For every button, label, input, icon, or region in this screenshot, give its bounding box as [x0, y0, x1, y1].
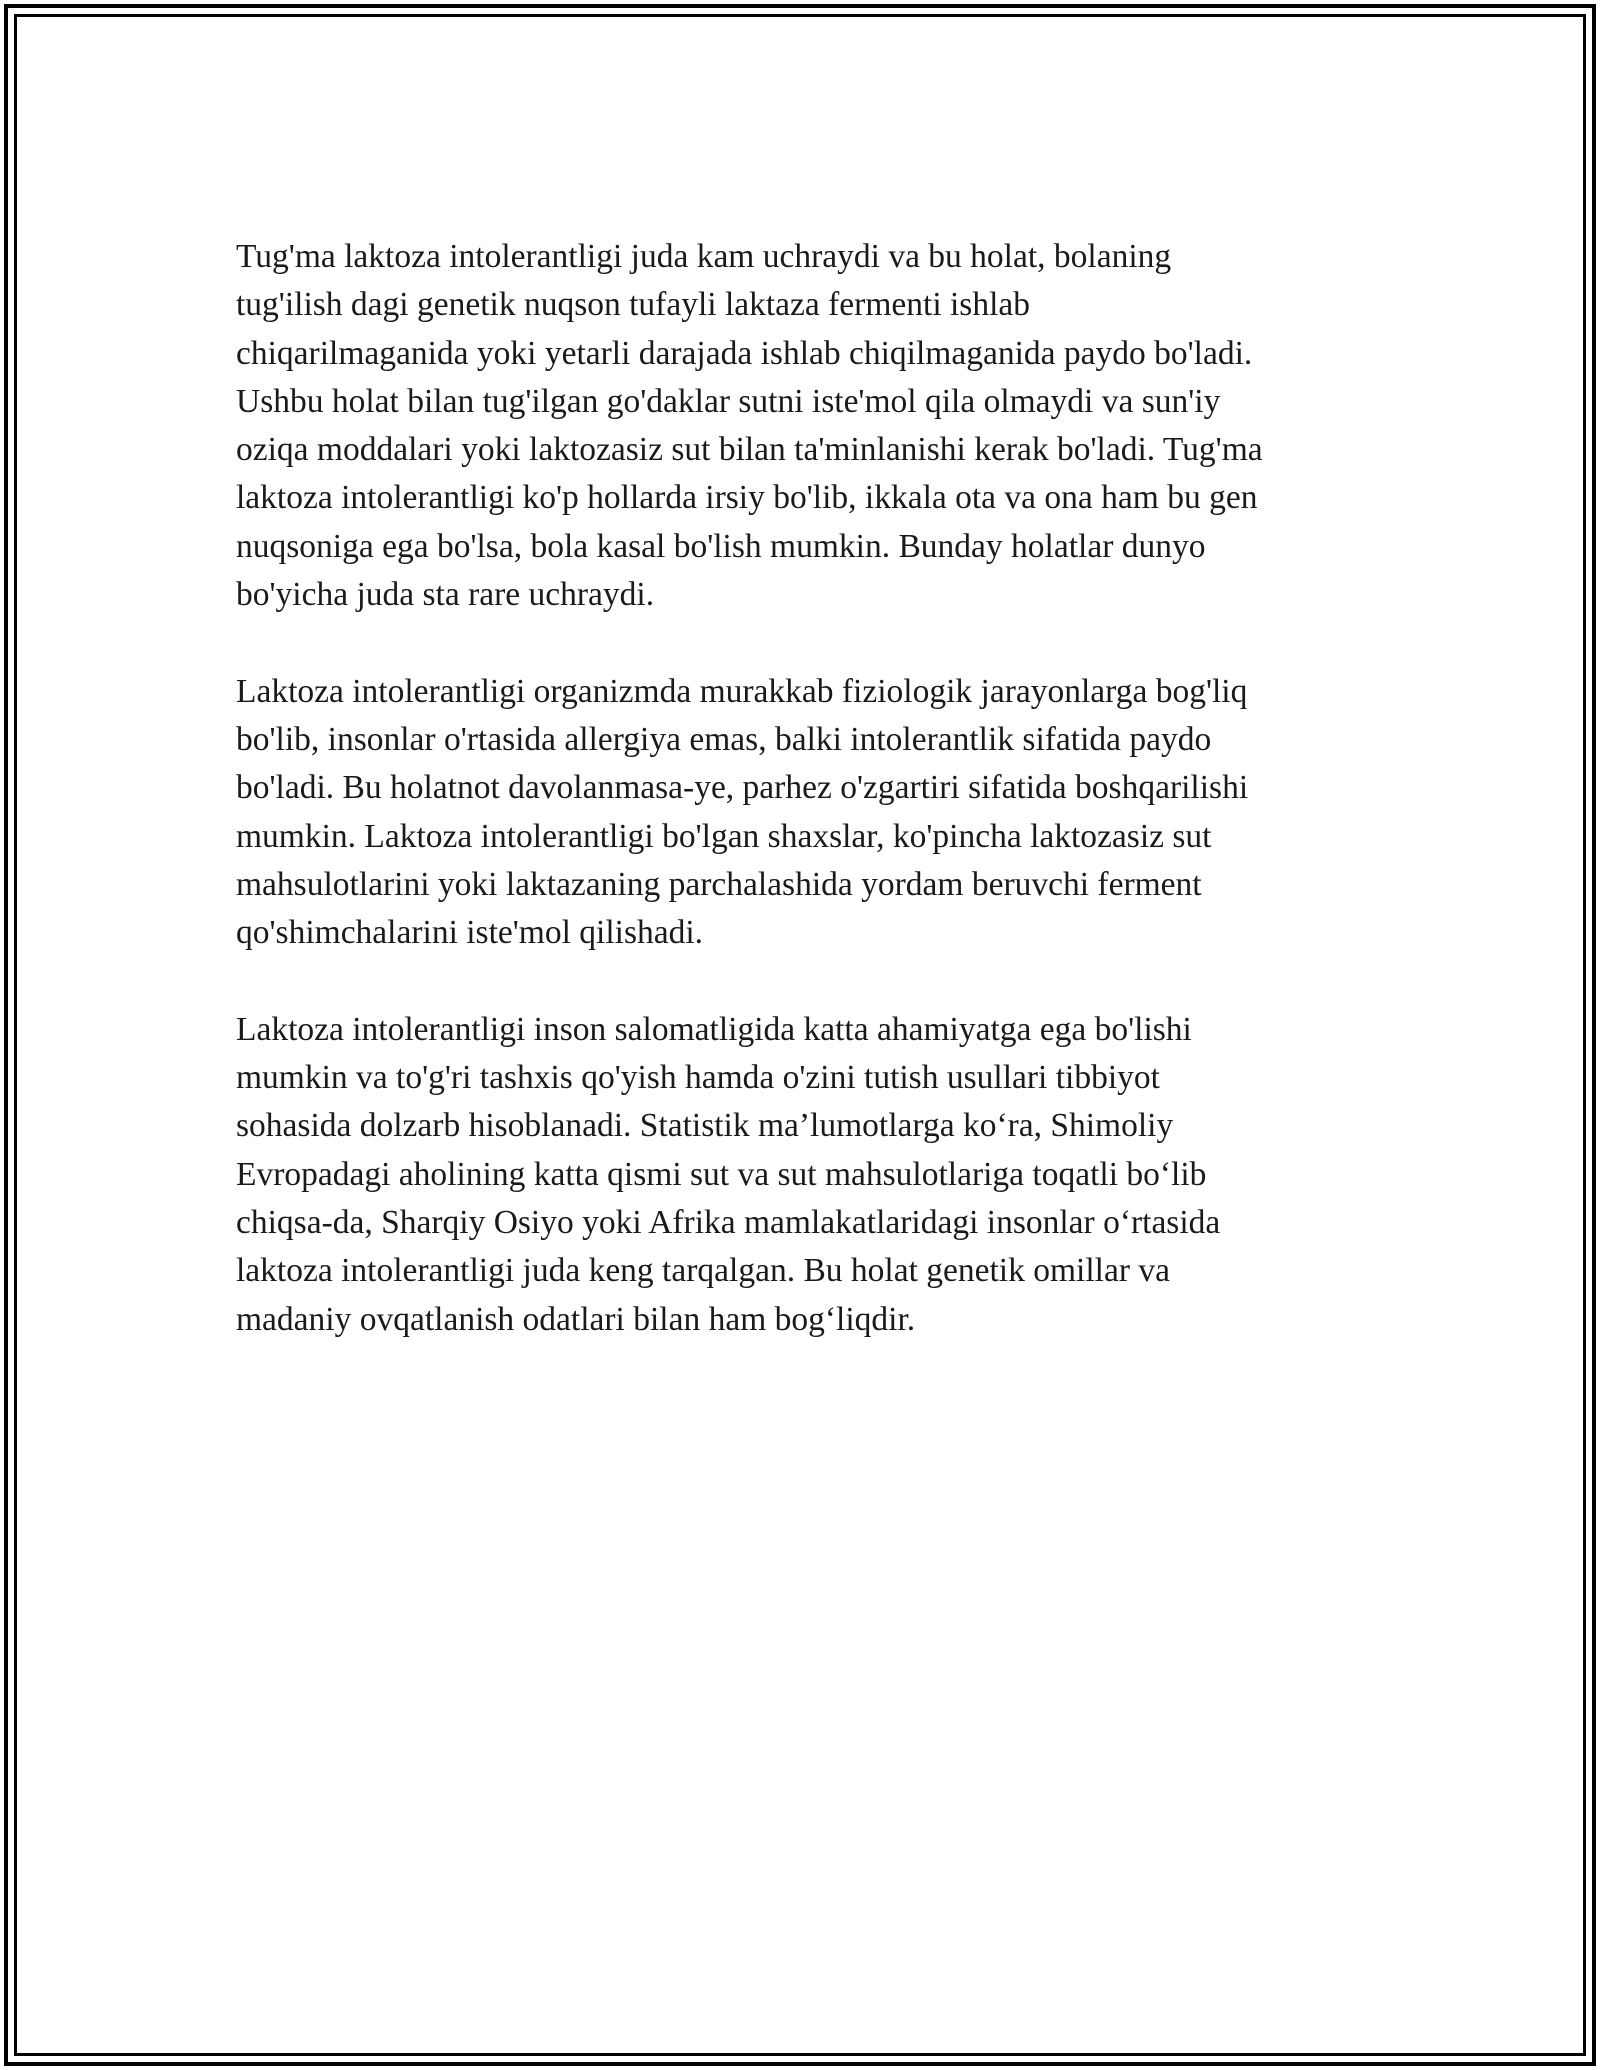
text-line: bo'yicha juda sta rare uchraydi.	[236, 576, 655, 614]
paragraph-2	[236, 668, 1381, 958]
text-line: mahsulotlarini yoki laktazaning parchalashida yordam beruvchi ferment	[236, 865, 1202, 903]
text-line: mumkin. Laktoza intolerantligi bo'lgan shaxslar, ko'pincha laktozasiz sut	[236, 817, 1212, 855]
text-line: bo'lib, insonlar o'rtasida allergiya emas, balki intolerantlik sifatida paydo	[236, 720, 1212, 758]
text-line: Evropadagi aholining katta qismi sut va sut mahsulotlariga toqatli bo‘lib	[236, 1155, 1207, 1193]
text-line: laktoza intolerantligi juda keng tarqalgan. Bu holat genetik omillar va	[236, 1252, 1170, 1290]
text-line: qo'shimchalarini iste'mol qilishadi.	[236, 914, 704, 952]
paragraph-1	[236, 233, 1381, 619]
text-line: nuqsoniga ega bo'lsa, bola kasal bo'lish mumkin. Bunday holatlar dunyo	[236, 527, 1206, 565]
text-line: mumkin va to'g'ri tashxis qo'yish hamda o'zini tutish usullari tibbiyot	[236, 1059, 1160, 1097]
text-line: Ushbu holat bilan tug'ilgan go'daklar sutni iste'mol qila olmaydi va sun'iy	[236, 382, 1221, 420]
text-line: laktoza intolerantligi ko'p hollarda irsiy bo'lib, ikkala ota va ona ham bu gen	[236, 479, 1258, 517]
text-line: chiqsa-da, Sharqiy Osiyo yoki Afrika mamlakatlaridagi insonlar o‘rtasida	[236, 1203, 1221, 1241]
text-line: bo'ladi. Bu holatnot davolanmasa-ye, parhez o'zgartiri sifatida boshqarilishi	[236, 769, 1249, 807]
text-line: madaniy ovqatlanish odatlari bilan ham bog‘liqdir.	[236, 1300, 916, 1338]
text-line: Tug'ma laktoza intolerantligi juda kam uchraydi va bu holat, bolaning	[236, 238, 1172, 275]
text-line: Laktoza intolerantligi organizmda murakkab fiziologik jarayonlarga bog'liq	[236, 672, 1248, 710]
text-line: chiqarilmaganida yoki yetarli darajada ishlab chiqilmaganida paydo bo'ladi.	[236, 334, 1253, 372]
text-line: Laktoza intolerantligi inson salomatligida katta ahamiyatga ega bo'lishi	[236, 1010, 1192, 1048]
paragraph-3	[236, 1006, 1381, 1344]
text-line: oziqa moddalari yoki laktozasiz sut bilan ta'minlanishi kerak bo'ladi. Tug'ma	[236, 431, 1263, 469]
document-body	[236, 233, 1381, 1392]
text-line: sohasida dolzarb hisoblanadi. Statistik ma’lumotlarga ko‘ra, Shimoliy	[236, 1107, 1174, 1145]
text-line: tug'ilish dagi genetik nuqson tufayli laktaza fermenti ishlab	[236, 286, 1031, 324]
